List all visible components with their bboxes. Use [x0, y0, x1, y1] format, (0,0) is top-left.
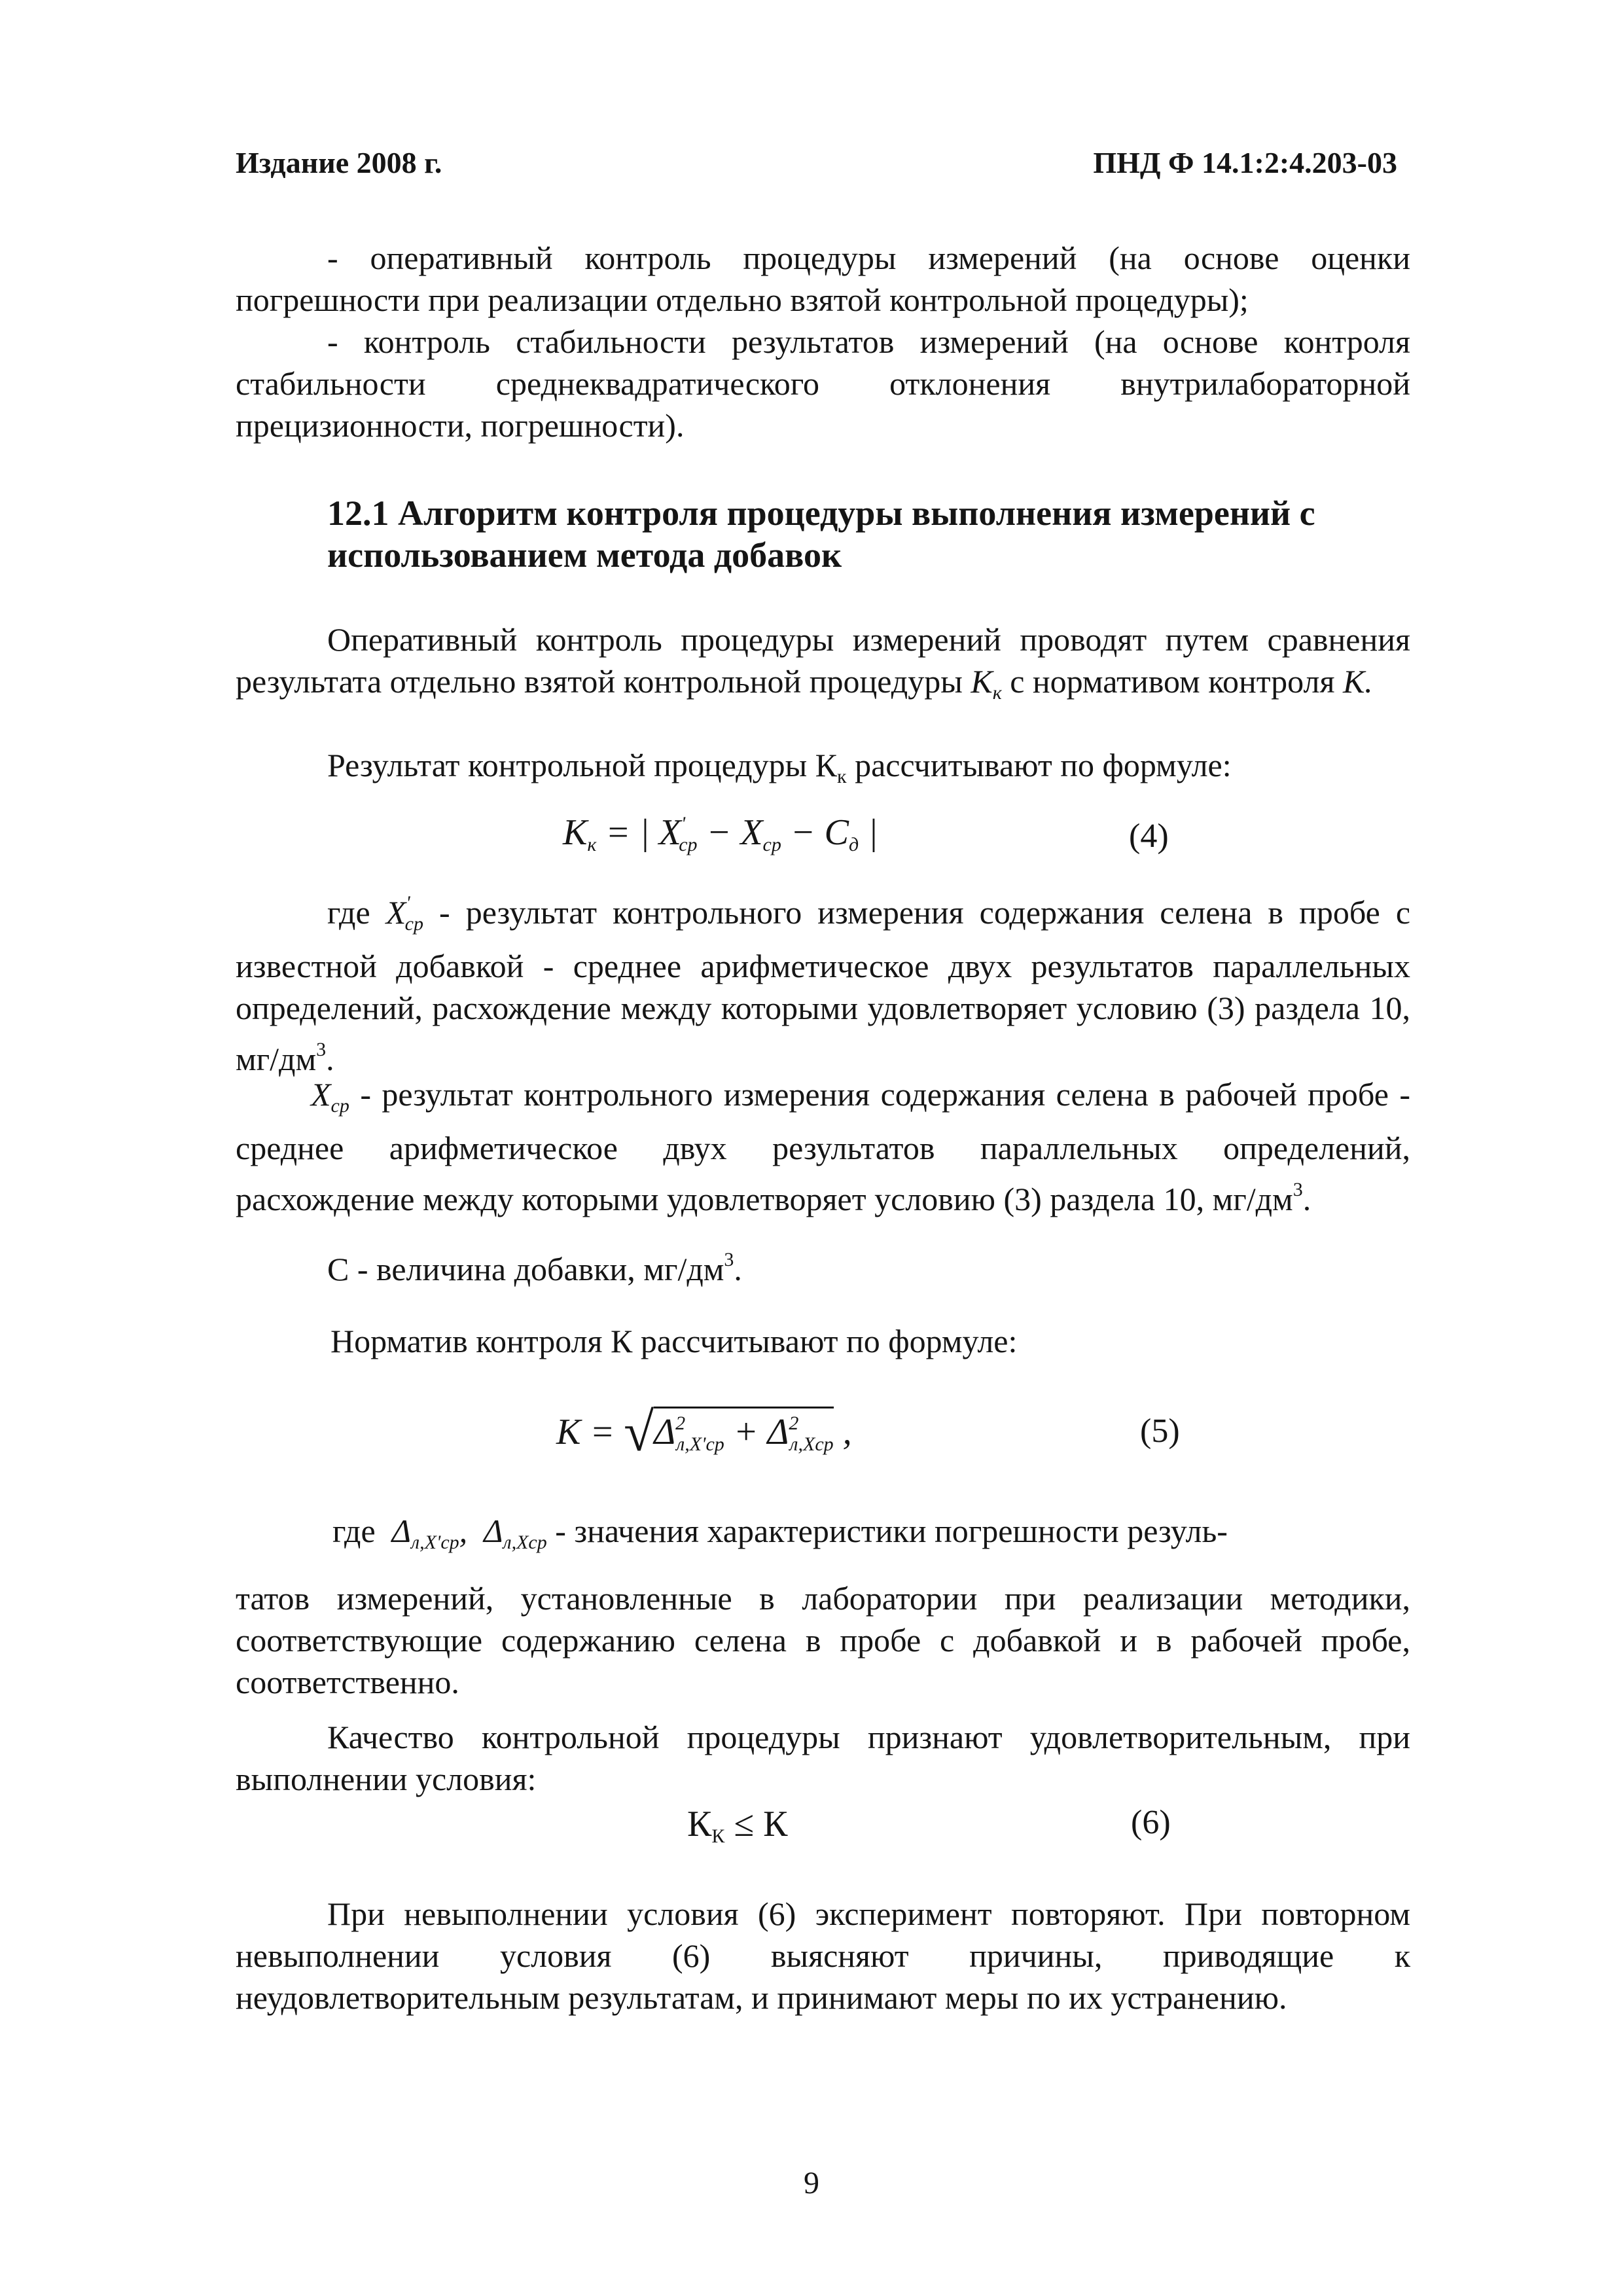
paragraph-control-norm: Норматив контроля К рассчитывают по формуле: — [330, 1323, 1018, 1359]
subscript: к — [837, 766, 847, 787]
definition-text: - результат контрольного измерения содержания селена в пробе с известной добавкой - среднее арифметическое двух результатов параллельных определений, расхождение между которыми удовлетворяет условию (3) раздела 10, мг/дм — [236, 894, 1411, 1077]
symbol-kk: $K_к$ — [971, 663, 1002, 704]
document-code: ПНД Ф 14.1:2:4.203-03 — [1093, 146, 1397, 179]
paragraph-quality: Качество контрольной процедуры признают удовлетворительным, при выполнении условия: — [236, 1719, 1410, 1797]
intro-item-operational: - оперативный контроль процедуры измерений (на основе оценки погрешности при реализации отдельно взятой контрольной процедуры); — [236, 240, 1410, 318]
paragraph-control-result — [236, 744, 1410, 798]
symbol-k: К. — [1342, 663, 1373, 700]
superscript: 3 — [316, 1039, 327, 1060]
where-label: где — [327, 894, 370, 931]
edition-label: Издание 2008 г. — [236, 146, 442, 179]
page-number: 9 — [804, 2166, 819, 2200]
definition-x-prime: где $X'_{ср}$ - результат контрольного измерения содержания селена в пробе с известной добавкой - среднее арифметическое двух результатов параллельных определений, расхождение между которыми удовлетворяет условию (3) раздела 10, $мг/дм^3$. — [236, 892, 1411, 1077]
paragraph-text: Результат контрольной процедуры К — [327, 747, 838, 783]
paragraph-text-end: рассчитывают по формуле: — [855, 747, 1232, 783]
formula-number-6: (6) — [1131, 1804, 1171, 1841]
formula-number-4: (4) — [1129, 817, 1169, 855]
intro-item-stability: - контроль стабильности результатов измерений (на основе контроля стабильности среднеквадратического отклонения внутрилабораторной прецизионности, погрешности). — [236, 323, 1410, 444]
definition-x: $X_{ср}$ - результат контрольного измерения содержания селена в рабочей пробе - среднее арифметическое двух результатов параллельных определений, расхождение между которыми удовлетворяет условию (3) раздела 10, $мг/дм^3$. — [236, 1076, 1410, 1217]
symbol-x: $X_{ср}$ — [311, 1076, 349, 1117]
symbol-delta-x-prime: $\Delta_{л,X'ср}$, $\Delta_{л,Xср}$ — [383, 1513, 547, 1553]
formula-6: $К_К \le К$ — [687, 1804, 788, 1847]
formula-number-5: (5) — [1140, 1412, 1180, 1450]
definition-text: - результат контрольного измерения содержания селена в рабочей пробе - среднее арифметическое двух результатов параллельных определений, расхождение между которыми удовлетворяет условию (3) раздела 10, мг/дм — [236, 1076, 1410, 1217]
paragraph-repeat: При невыполнении условия (6) эксперимент повторяют. При повторном невыполнении условия (6) выясняют причины, приводящие к неудовлетворительным результатам, и принимают меры по их устранению. — [236, 1895, 1410, 2016]
formula-4: $K_к$ = | $X'_{ср} - X_{ср} - C_д$ | — [563, 812, 878, 855]
definition-deltas-line: где $\Delta_{л,X'ср}$, $\Delta_{л,Xср}$ - значения характеристики погрешности резуль- — [332, 1513, 1228, 1553]
section-heading: 12.1 Алгоритм контроля процедуры выполнения измерений с использованием метода добавок — [327, 493, 1315, 575]
paragraph-text: Оперативный контроль процедуры измерений проводят путем сравнения результата отдельно взятой контрольной процедуры — [236, 621, 1410, 700]
symbol-x-prime: $X'_{ср}$ — [385, 892, 423, 935]
formula-5: $K = √\Delta^2_{л,X'ср} + \Delta^2_{л,Xср}$ , — [556, 1402, 852, 1463]
paragraph-operational-control — [236, 619, 1410, 714]
paragraph-tail: с нормативом контроля — [1010, 663, 1335, 700]
superscript: 3 — [1293, 1179, 1303, 1200]
definition-c: С - величина добавки, $мг/дм^3$. — [327, 1249, 742, 1287]
definition-deltas-continuation: татов измерений, установленные в лаборатории при реализации методики, соответствующие содержанию селена в пробе с добавкой и в рабочей пробе, соответственно. — [236, 1580, 1410, 1700]
